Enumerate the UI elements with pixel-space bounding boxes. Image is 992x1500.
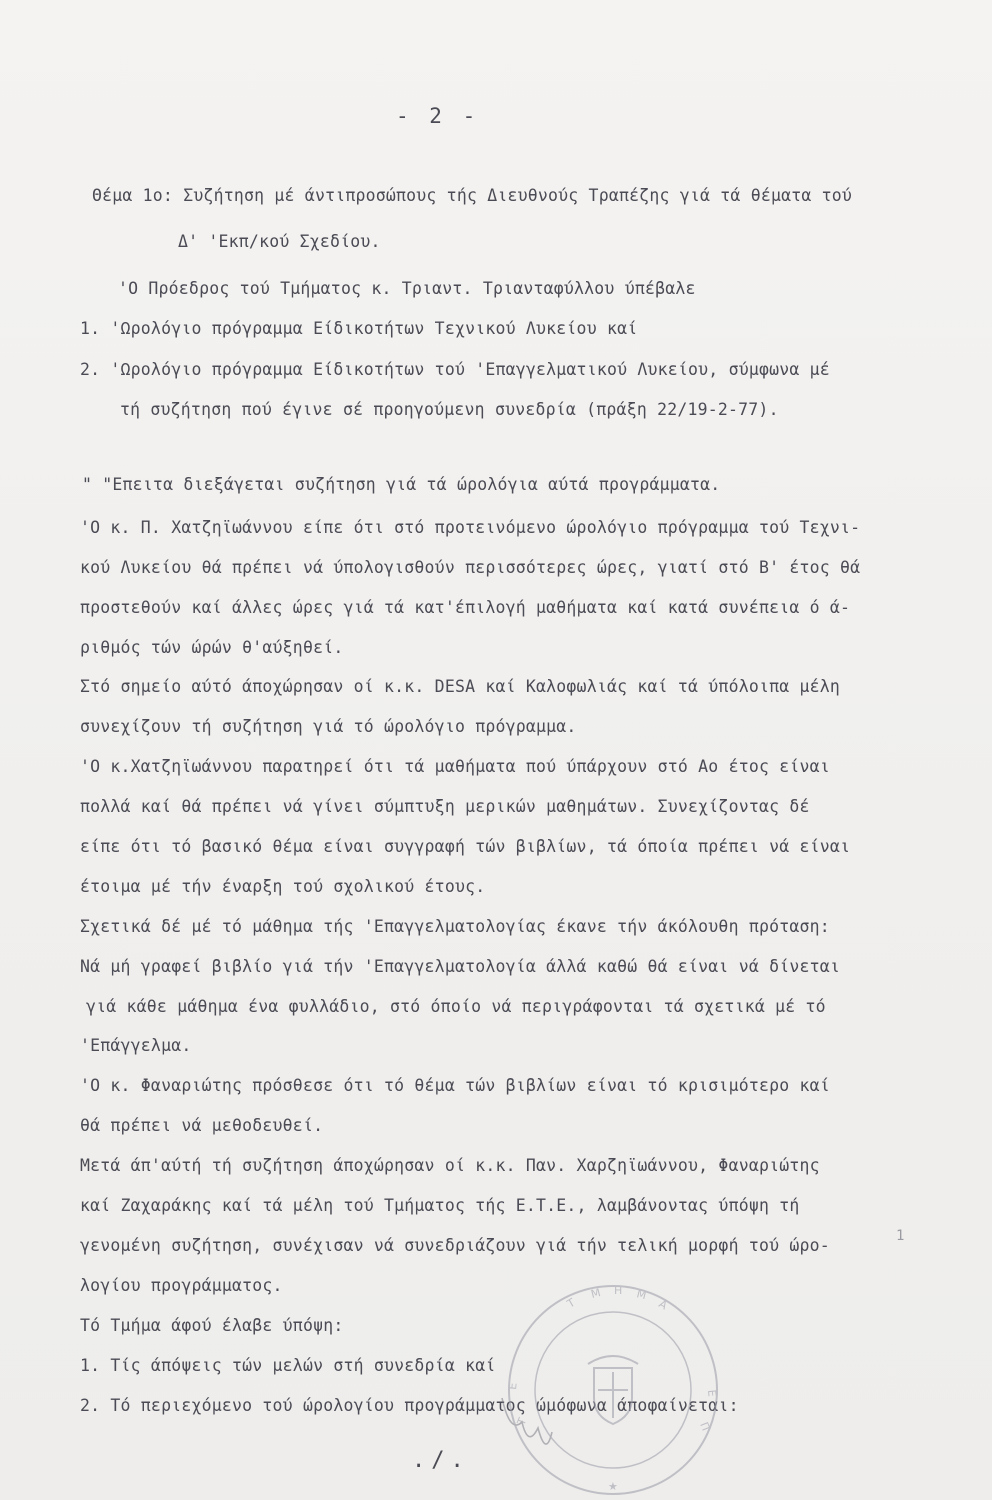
text-line: λογίου προγράμματος. bbox=[80, 1276, 283, 1295]
svg-text:Ε: Ε bbox=[506, 1381, 520, 1391]
text-line: ριθμός τών ώρών θ'αύξηθεί. bbox=[80, 638, 344, 657]
official-seal bbox=[488, 1272, 738, 1500]
text-line: προστεθούν καί άλλες ώρες γιά τά κατ'έπιλογή μαθήματα καί κατά συνέπεια ό ά- bbox=[80, 598, 851, 617]
svg-text:Η: Η bbox=[614, 1284, 623, 1297]
svg-text:Α: Α bbox=[656, 1297, 670, 1313]
text-line: πολλά καί θά πρέπει νά γίνει σύμπτυξη μερικών μαθημάτων. Συνεχίζοντας δέ bbox=[80, 797, 810, 816]
text-line: καί Ζαχαράκης καί τά μέλη τού Τμήματος τής Ε.Τ.Ε., λαμβάνοντας ύπόψη τή bbox=[80, 1196, 800, 1215]
text-line: Σχετικά δέ μέ τό μάθημα τής 'Επαγγελματολογίας έκανε τήν άκόλουθη πρόταση: bbox=[80, 917, 830, 936]
text-line: Δ' 'Εκπ/κού Σχεδίου. bbox=[178, 232, 381, 251]
list-item: 2. 'Ωρολόγιο πρόγραμμα Είδικοτήτων τού 'Επαγγελματικού Λυκείου, σύμφωνα μέ bbox=[80, 360, 830, 379]
svg-text:Ε: Ε bbox=[705, 1389, 719, 1398]
svg-text:Π: Π bbox=[697, 1420, 713, 1433]
svg-text:Τ: Τ bbox=[514, 1415, 530, 1428]
page-number: - 2 - bbox=[396, 104, 480, 128]
margin-mark: 1 bbox=[896, 1228, 905, 1244]
text-line: " "Επειτα διεξάγεται συζήτηση γιά τά ώρολόγια αύτά προγράμματα. bbox=[82, 475, 721, 494]
continuation-mark: ./. bbox=[412, 1448, 470, 1473]
text-line: 'Ο κ. Π. Χατζηϊωάννου είπε ότι στό προτεινόμενο ώρολόγιο πρόγραμμα τού Τεχνι- bbox=[80, 518, 861, 537]
crest-icon bbox=[588, 1356, 638, 1424]
text-line: κού Λυκείου θά πρέπει νά ύπολογισθούν περισσότερες ώρες, γιατί στό Β' έτος θά bbox=[80, 558, 861, 577]
text-line: 'Ο Πρόεδρος τού Τμήματος κ. Τριαντ. Τριανταφύλλου ύπέβαλε bbox=[118, 279, 696, 298]
text-line: 'Ο κ.Χατζηϊωάννου παρατηρεί ότι τά μαθήματα πού ύπάρχουν στό Αο έτος είναι bbox=[80, 757, 830, 776]
list-item: 1. Τίς άπόψεις τών μελών στή συνεδρία καί bbox=[80, 1356, 496, 1375]
svg-text:★: ★ bbox=[608, 1480, 619, 1493]
text-line: Νά μή γραφεί βιβλίο γιά τήν 'Επαγγελματολογία άλλά καθώ θά είναι νά δίνεται bbox=[80, 957, 841, 976]
text-line: γιά κάθε μάθημα ένα φυλλάδιο, στό όποίο νά περιγράφονται τά σχετικά μέ τό bbox=[86, 997, 826, 1016]
svg-text:Μ: Μ bbox=[589, 1285, 603, 1301]
text-line: τή συζήτηση πού έγινε σέ προηγούμενη συνεδρία (πράξη 22/19-2-77). bbox=[120, 400, 779, 419]
text-line: Στό σημείο αύτό άποχώρησαν οί κ.κ. DESA καί Καλοφωλιάς καί τά ύπόλοιπα μέλη bbox=[80, 677, 841, 696]
text-line: 'Ο κ. Φαναριώτης πρόσθεσε ότι τό θέμα τών βιβλίων είναι τό κρισιμότερο καί bbox=[80, 1076, 830, 1095]
text-line: θά πρέπει νά μεθοδευθεί. bbox=[80, 1116, 324, 1135]
text-line: έτοιμα μέ τήν έναρξη τού σχολικού έτους. bbox=[80, 877, 486, 896]
svg-text:Μ: Μ bbox=[635, 1287, 648, 1303]
list-item: 1. 'Ωρολόγιο πρόγραμμα Είδικοτήτων Τεχνικού Λυκείου καί bbox=[80, 319, 638, 338]
text-line: γενομένη συζήτηση, συνέχισαν νά συνεδριάζουν γιά τήν τελική μορφή τού ώρο- bbox=[80, 1236, 830, 1255]
text-line: είπε ότι τό βασικό θέμα είναι συγγραφή τών βιβλίων, τά όποία πρέπει νά είναι bbox=[80, 837, 851, 856]
svg-text:Τ: Τ bbox=[565, 1295, 578, 1311]
text-line: 'Επάγγελμα. bbox=[80, 1036, 192, 1055]
text-line: Θέμα 1ο: Συζήτηση μέ άντιπροσώπους τής Διευθνούς Τραπέζης γιά τά θέματα τού bbox=[92, 186, 853, 205]
list-item: 2. Τό περιεχόμενο τού ώρολογίου προγράμματος ώμόφωνα άποφαίνεται: bbox=[80, 1396, 739, 1415]
text-line: συνεχίζουν τή συζήτηση γιά τό ώρολόγιο πρόγραμμα. bbox=[80, 717, 577, 736]
text-line: Τό Τμήμα άφού έλαβε ύπόψη: bbox=[80, 1316, 344, 1335]
text-line: Μετά άπ'αύτή τή συζήτηση άποχώρησαν οί κ.κ. Παν. Χαρζηϊωάννου, Φαναριώτης bbox=[80, 1156, 820, 1175]
